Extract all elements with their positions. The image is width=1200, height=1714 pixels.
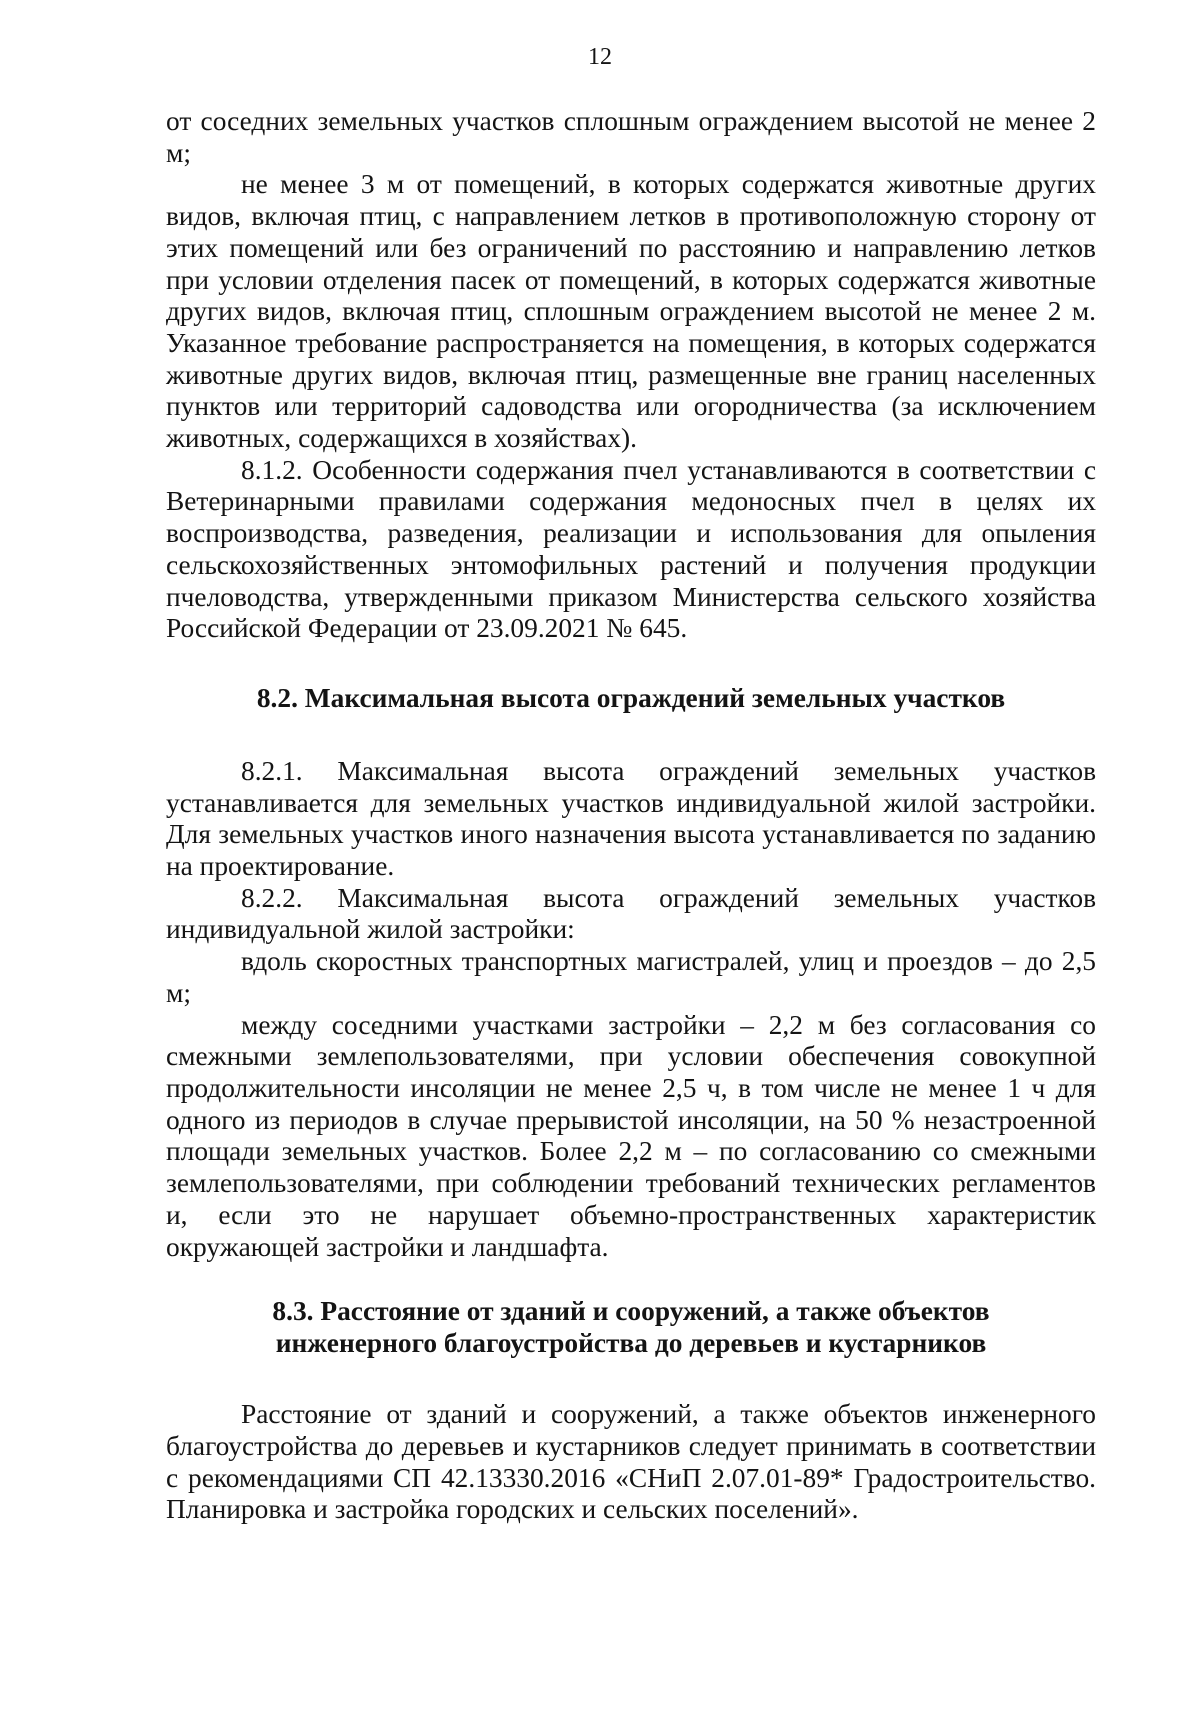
paragraph-along-highways: вдоль скоростных транспортных магистралей, улиц и проездов – до 2,5 м; — [166, 946, 1096, 1008]
spacer — [166, 714, 1096, 756]
spacer — [166, 1263, 1096, 1295]
paragraph-fence-continuation: от соседних земельных участков сплошным ограждением высотой не менее 2 м; — [166, 106, 1096, 168]
section-heading-8-3 — [166, 1295, 1096, 1359]
section-heading-8-3-line-1: 8.3. Расстояние от зданий и сооружений, а также объектов — [272, 1296, 990, 1327]
paragraph-8-2-2: 8.2.2. Максимальная высота ограждений земельных участков индивидуальной жилой застройки: — [166, 882, 1096, 945]
spacer — [166, 645, 1096, 682]
paragraph-8-3-body: Расстояние от зданий и сооружений, а также объектов инженерного благоустройства до деревьев и кустарников следует принимать в соответствии с рекомендациями СП 42.13330.2016 «СНиП 2.07.01-89* Градостроительство. Планировка и застройка городских и сельских поселений». — [166, 1399, 1096, 1525]
spacer — [166, 1359, 1096, 1399]
section-heading-8-2: 8.2. Максимальная высота ограждений земельных участков — [256, 682, 1006, 713]
page-number: 12 — [588, 44, 612, 70]
document-body — [166, 106, 1096, 1526]
paragraph-between-plots: между соседними участками застройки – 2,2 м без согласования со смежными землепользователями, при условии обеспечения совокупной продолжительности инсоляции не менее 2,5 ч, в том числе не менее 1 ч для одного из периодов в случае прерывистой инсоляции, на 50 % незастроенной площади земельных участков. Более 2,2 м – по согласованию со смежными землепользователями, при соблюдении требований технических регламентов и, если это не нарушает объемно-пространственных характеристик окружающей застройки и ландшафта. — [166, 1009, 1096, 1262]
paragraph-8-1-2: 8.1.2. Особенности содержания пчел устанавливаются в соответствии с Ветеринарными правилами содержания медоносных пчел в целях их воспроизводства, разведения, реализации и использования для опыления сельскохозяйственных энтомофильных растений и получения продукции пчеловодства, утвержденными приказом Министерства сельского хозяйства Российской Федерации от 23.09.2021 № 645. — [166, 454, 1096, 644]
paragraph-distance-from-premises: не менее 3 м от помещений, в которых содержатся животные других видов, включая птиц, с направлением летков в противоположную сторону от этих помещений или без ограничений по расстоянию и направлению летков при условии отделения пасек от помещений, в которых содержатся животные других видов, включая птиц, сплошным ограждением высотой не менее 2 м. Указанное требование распространяется на помещения, в которых содержатся животные других видов, включая птиц, размещенные вне границ населенных пунктов или территорий садоводства или огородничества (за исключением животных, содержащихся в хозяйствах). — [166, 169, 1096, 454]
section-heading-8-3-line-2: инженерного благоустройства до деревьев и кустарников — [275, 1328, 987, 1359]
paragraph-8-2-1: 8.2.1. Максимальная высота ограждений земельных участков устанавливается для земельных участков индивидуальной жилой застройки. Для земельных участков иного назначения высота устанавливается по заданию на проектирование. — [166, 755, 1096, 882]
